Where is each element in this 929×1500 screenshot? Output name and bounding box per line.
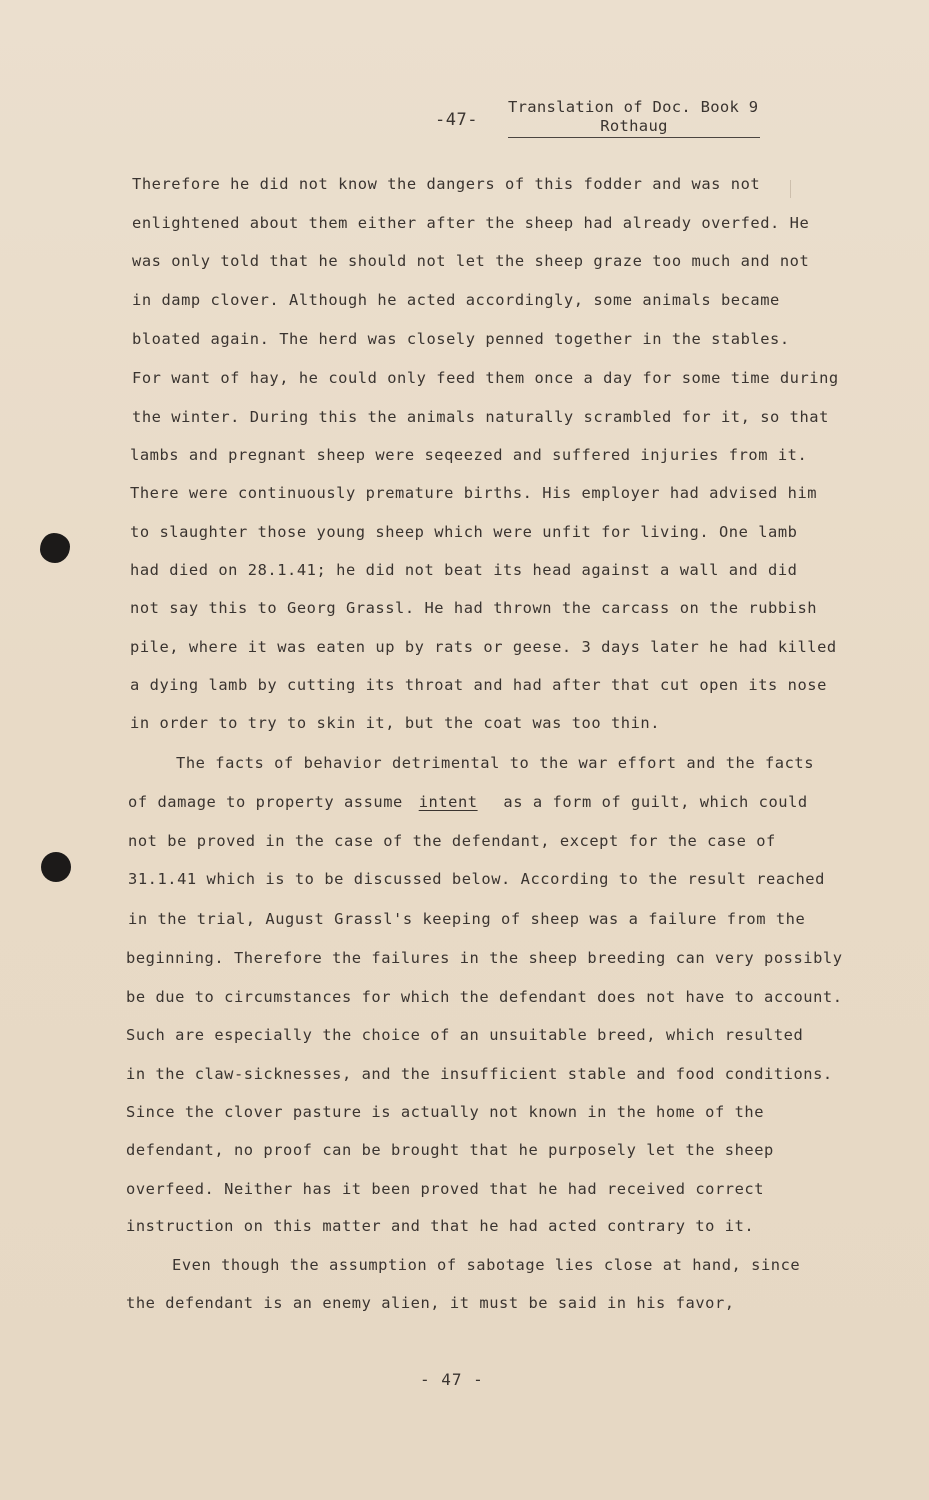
- text-line: had died on 28.1.41; he did not beat its head against a wall and did: [130, 561, 798, 579]
- text-line: bloated again. The herd was closely penned together in the stables.: [132, 330, 790, 348]
- text-line: be due to circumstances for which the defendant does not have to account.: [126, 988, 843, 1006]
- text-line: not say this to Georg Grassl. He had thrown the carcass on the rubbish: [130, 599, 818, 617]
- text-line: Therefore he did not know the dangers of this fodder and was not: [132, 175, 761, 193]
- text-line: lambs and pregnant sheep were seqeezed and suffered injuries from it.: [130, 446, 808, 464]
- punch-hole-upper: [40, 533, 70, 563]
- text-line: enlightened about them either after the sheep had already overfed. He: [132, 214, 810, 232]
- text-line: the defendant is an enemy alien, it must be said in his favor,: [126, 1294, 735, 1312]
- punch-hole-lower: [41, 852, 71, 882]
- text-line: The facts of behavior detrimental to the war effort and the facts: [176, 754, 815, 772]
- document-header: [508, 98, 760, 138]
- text-line: a dying lamb by cutting its throat and had after that cut open its nose: [130, 676, 827, 694]
- text-line: For want of hay, he could only feed them once a day for some time during: [132, 369, 839, 387]
- text-line: in order to try to skin it, but the coat was too thin.: [130, 714, 661, 732]
- text-line: was only told that he should not let the sheep graze too much and not: [132, 252, 810, 270]
- text-line: the winter. During this the animals naturally scrambled for it, so that: [132, 408, 829, 426]
- text-line-with-emphasis: [128, 793, 808, 811]
- page-number-top: -47-: [435, 110, 478, 130]
- text-line: not be proved in the case of the defendant, except for the case of: [128, 832, 776, 850]
- text-segment: of damage to property assume: [128, 793, 403, 811]
- text-line: in the trial, August Grassl's keeping of sheep was a failure from the: [128, 910, 806, 928]
- fold-mark: [790, 180, 791, 198]
- page-number-bottom: - 47 -: [420, 1370, 484, 1389]
- text-line: Even though the assumption of sabotage lies close at hand, since: [172, 1256, 801, 1274]
- emphasized-word: intent: [418, 793, 478, 811]
- text-line: There were continuously premature births. His employer had advised him: [130, 484, 818, 502]
- text-line: in damp clover. Although he acted accordingly, some animals became: [132, 291, 780, 309]
- text-line: pile, where it was eaten up by rats or geese. 3 days later he had killed: [130, 638, 837, 656]
- translation-reference: Translation of Doc. Book 9: [508, 98, 759, 116]
- text-line: instruction on this matter and that he had acted contrary to it.: [126, 1217, 755, 1235]
- text-line: Such are especially the choice of an unsuitable breed, which resulted: [126, 1026, 804, 1044]
- text-line: defendant, no proof can be brought that he purposely let the sheep: [126, 1141, 774, 1159]
- defendant-name: Rothaug: [508, 117, 760, 138]
- text-line: Since the clover pasture is actually not known in the home of the: [126, 1103, 765, 1121]
- text-line: 31.1.41 which is to be discussed below. According to the result reached: [128, 870, 825, 888]
- text-line: in the claw-sicknesses, and the insufficient stable and food conditions.: [126, 1065, 833, 1083]
- text-segment: as a form of guilt, which could: [503, 793, 808, 811]
- text-line: overfeed. Neither has it been proved that he had received correct: [126, 1180, 765, 1198]
- text-line: to slaughter those young sheep which were unfit for living. One lamb: [130, 523, 798, 541]
- text-line: beginning. Therefore the failures in the sheep breeding can very possibly: [126, 949, 843, 967]
